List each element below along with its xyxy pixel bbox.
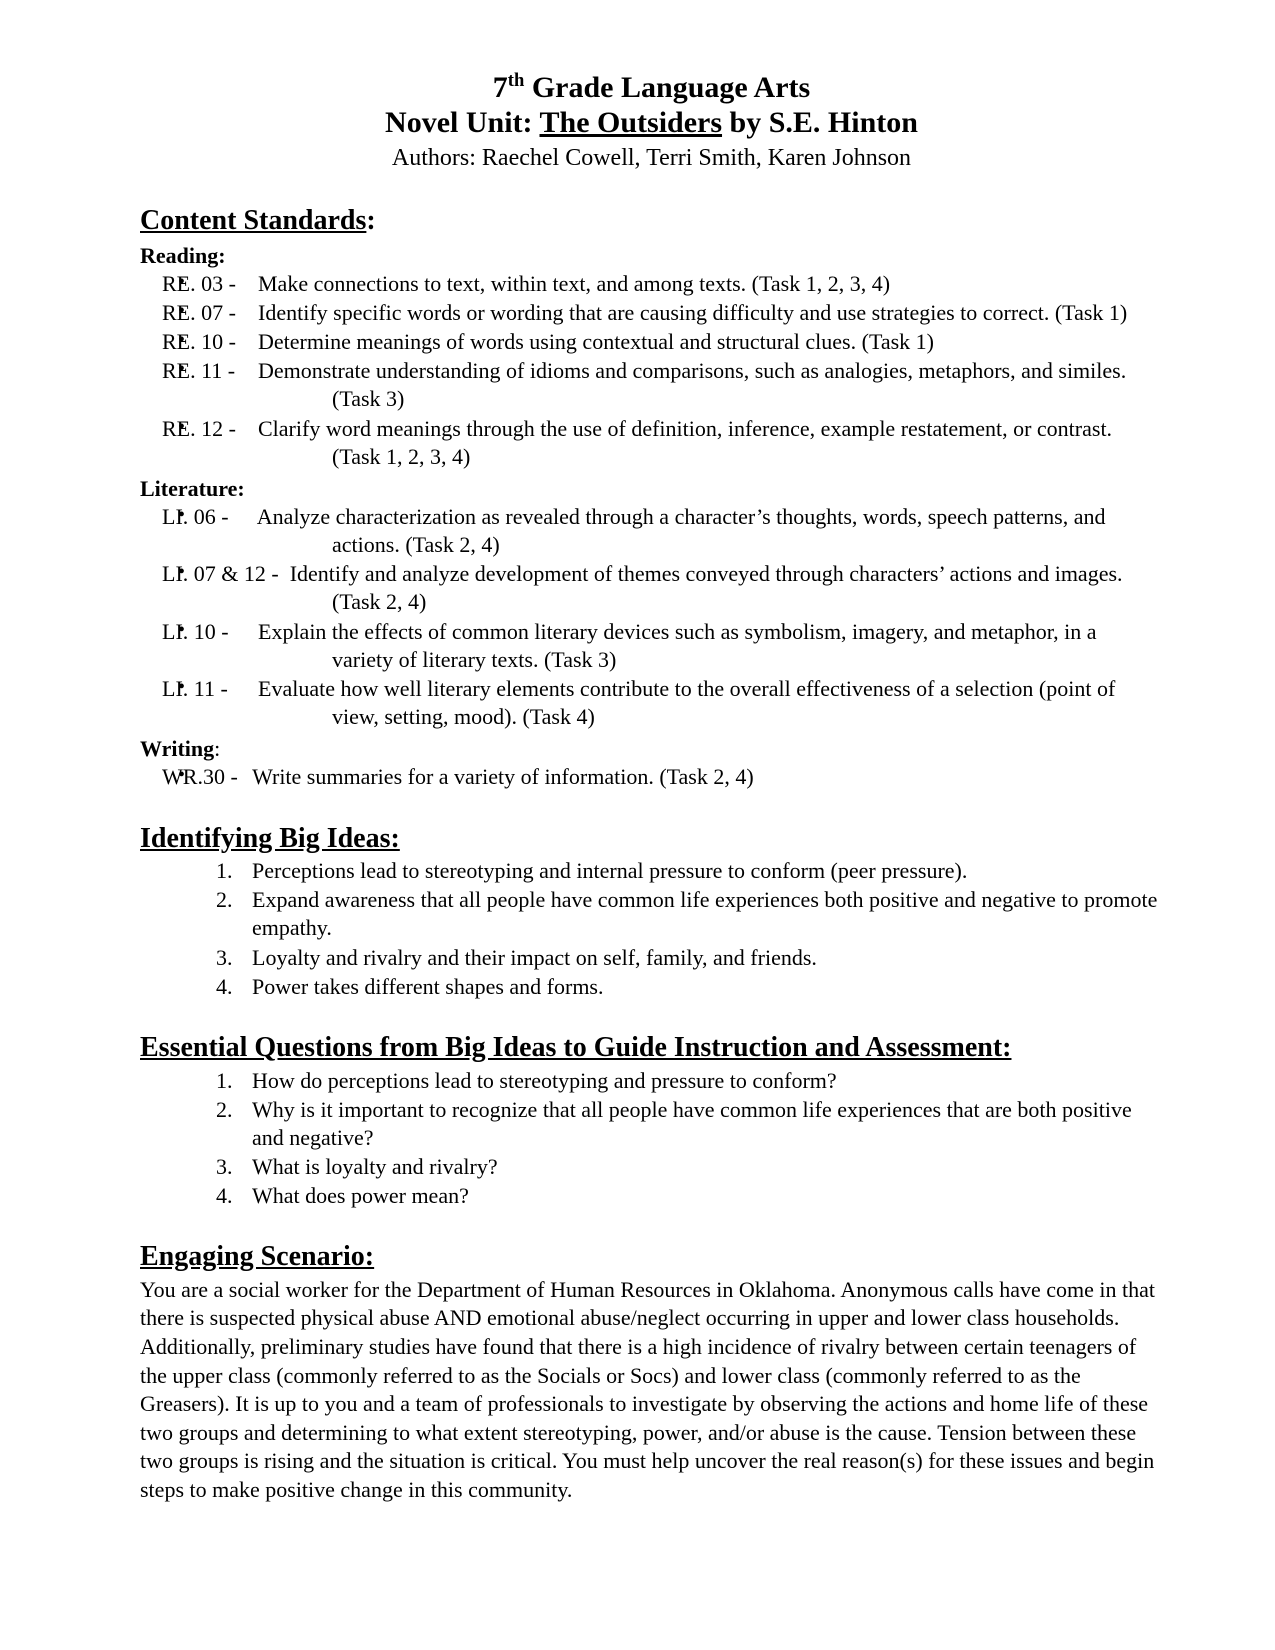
novel-author: by S.E. Hinton — [722, 106, 918, 140]
list-item — [140, 560, 1163, 616]
novel-unit-label: Novel Unit: — [385, 106, 540, 140]
big-ideas-heading-text: Identifying Big Ideas: — [140, 822, 400, 854]
content-standards-heading-colon: : — [366, 204, 376, 236]
list-item: • LI. 06 - Analyze characterization as revealed through a character’s thoughts, words, speech patterns, and actions. (Task 2, 4) — [140, 503, 1163, 559]
standard-text: Make connections to text, within text, and among texts. (Task 1, 2, 3, 4) — [258, 270, 891, 296]
essential-questions-heading-text: Essential Questions from Big Ideas to Guide Instruction and Assessment: — [140, 1031, 1012, 1063]
list-item: How do perceptions lead to stereotyping and pressure to conform? — [252, 1067, 837, 1093]
list-item: • RE. 07 - Identify specific words or wording that are causing difficulty and use strategies to correct. (Task 1) — [140, 299, 1163, 327]
subheading-writing — [140, 735, 1163, 763]
literature-standards-list — [140, 503, 1163, 731]
title-grade-ordinal-suffix: th — [507, 70, 525, 91]
standard-text: Identify specific words or wording that are causing difficulty and use strategies to correct. (Task 1) — [258, 299, 1128, 325]
section-heading-content-standards — [140, 204, 1163, 238]
document-title-line-2 — [140, 105, 1163, 140]
standard-text: Identify and analyze development of themes conveyed through characters’ actions and images. (Task 2, 4) — [289, 561, 1123, 615]
list-item: What does power mean? — [252, 1183, 469, 1209]
list-item: Perceptions lead to stereotyping and internal pressure to conform (peer pressure). — [252, 858, 968, 884]
list-item: What is loyalty and rivalry? — [252, 1153, 498, 1179]
title-grade-rest: Grade Language Arts — [524, 71, 811, 104]
novel-title: The Outsiders — [539, 106, 723, 140]
list-item: • RE. 03 - Make connections to text, within text, and among texts. (Task 1, 2, 3, 4) — [140, 270, 1163, 298]
content-standards-heading-text: Content Standards — [140, 204, 367, 236]
engaging-scenario-heading-text: Engaging Scenario: — [140, 1241, 375, 1273]
writing-label-colon: : — [214, 736, 221, 762]
standard-text: Determine meanings of words using contextual and structural clues. (Task 1) — [258, 329, 934, 355]
document-authors: Authors: Raechel Cowell, Terri Smith, Karen Johnson — [391, 144, 912, 171]
section-heading-big-ideas — [140, 822, 1163, 856]
writing-label: Writing — [140, 736, 215, 762]
subheading-literature: Literature: — [140, 475, 245, 501]
standard-code: LI. 07 & 12 - — [162, 561, 279, 587]
standard-text: Evaluate how well literary elements contribute to the overall effectiveness of a selection (point of view, setting, mood). (Task 4) — [258, 675, 1116, 730]
list-item: • LI. 11 - Evaluate how well literary elements contribute to the overall effectiveness of a selection (point of view, setting, mood). (Task 4) — [140, 675, 1163, 731]
list-item: Loyalty and rivalry and their impact on self, family, and friends. — [252, 944, 817, 970]
section-heading-engaging-scenario — [140, 1240, 1163, 1274]
essential-questions-list — [140, 1067, 1163, 1211]
standard-text: Analyze characterization as revealed through a character’s thoughts, words, speech patterns, and actions. (Task 2, 4) — [256, 503, 1106, 558]
big-ideas-list — [140, 857, 1163, 1001]
list-item: Why is it important to recognize that all people have common life experiences that are both positive and negative? — [252, 1096, 1132, 1150]
list-item: • WR.30 - Write summaries for a variety of information. (Task 2, 4) — [140, 763, 1163, 791]
list-item: • RE. 12 - Clarify word meanings through the use of definition, inference, example restatement, or contrast. (Task 1, 2, 3, 4) — [140, 415, 1163, 471]
list-item: • RE. 10 - Determine meanings of words using contextual and structural clues. (Task 1) — [140, 328, 1163, 356]
list-item: Expand awareness that all people have common life experiences both positive and negative to promote empathy. — [252, 887, 1158, 941]
standard-text: Clarify word meanings through the use of definition, inference, example restatement, or contrast. (Task 1, 2, 3, 4) — [258, 415, 1113, 469]
subheading-reading: Reading: — [140, 242, 226, 268]
standard-text: Explain the effects of common literary devices such as symbolism, imagery, and metaphor, in a variety of literary texts. (Task 3) — [258, 618, 1097, 672]
standard-text: Demonstrate understanding of idioms and comparisons, such as analogies, metaphors, and similes. (Task 3) — [258, 358, 1127, 412]
title-grade-number: 7 — [492, 71, 508, 104]
reading-standards-list — [140, 270, 1163, 471]
section-heading-essential-questions — [140, 1031, 1163, 1065]
document-title-block — [140, 70, 1163, 174]
standard-text: Write summaries for a variety of information. (Task 2, 4) — [252, 764, 754, 790]
list-item: Power takes different shapes and forms. — [252, 973, 604, 999]
list-item: • LI. 10 - Explain the effects of common literary devices such as symbolism, imagery, and metaphor, in a variety of literary texts. (Task 3) — [140, 618, 1163, 674]
document-title-line-1 — [140, 70, 1163, 105]
engaging-scenario-body: You are a social worker for the Department of Human Resources in Oklahoma. Anonymous calls have come in that there is suspected physical abuse AND emotional abuse/neglect occurring in upper and lower class households. Additionally, preliminary studies have found that there is a high incidence of rivalry between certain teenagers of the upper class (commonly referred to as the Socials or Socs) and lower class (commonly referred to as the Greasers). It is up to you and a team of professionals to investigate by observing the actions and home life of these two groups and determining to what extent stereotyping, power, and/or abuse is the cause. Tension between these two groups is rising and the situation is critical. You must help uncover the real reason(s) for these issues and begin steps to make positive change in this community. — [140, 1276, 1155, 1503]
writing-standards-list — [140, 763, 1163, 791]
list-item: • RE. 11 - Demonstrate understanding of idioms and comparisons, such as analogies, metaphors, and similes. (Task 3) — [140, 357, 1163, 413]
